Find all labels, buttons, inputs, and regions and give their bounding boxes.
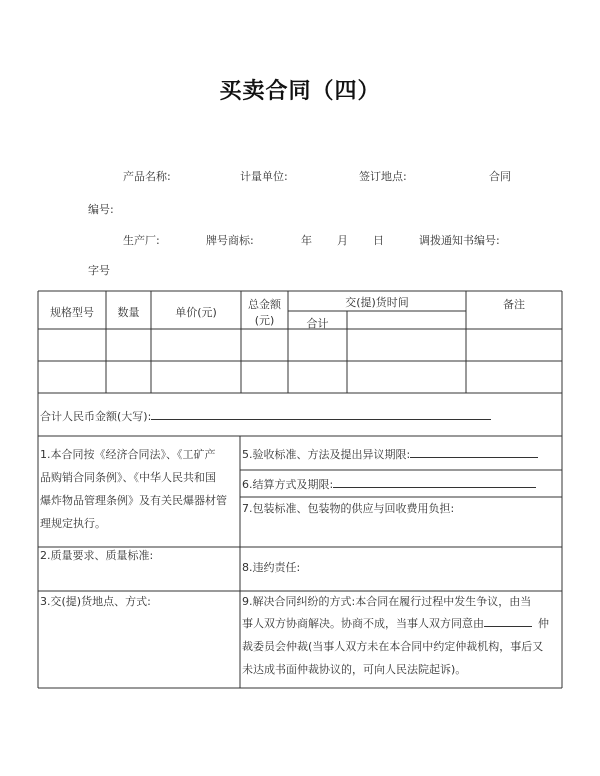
header-quantity: 数量 [117,306,140,319]
sign-place-label: 签订地点: [359,170,407,183]
clause-9-arbitration-blank [484,626,532,627]
brand-label: 牌号商标: [206,234,254,247]
clause-9-line2-text: 事人双方协商解决。协商不成，当事人双方同意由 [242,617,484,630]
header-delivery-time: 交(提)货时间 [345,296,409,309]
month-label: 月 [337,234,348,247]
contract-label: 合同 [489,170,511,183]
header-unit-price: 单价(元) [175,306,217,319]
clause-9-line2 [242,618,549,629]
header-total-amount: 总金额 [248,298,281,311]
header-remarks: 备注 [503,298,525,311]
manufacturer-label: 生产厂: [123,234,160,247]
unit-label: 计量单位: [240,170,288,183]
clause-9-line1: 9.解决合同纠纷的方式:本合同在履行过程中发生争议，由当 [242,595,532,608]
clause-1-line2: 品购销合同条例》、《中华人民共和国 [40,471,216,484]
document-title: 买卖合同（四） [219,79,381,104]
transfer-notice-label: 调拨通知书编号: [419,234,500,247]
total-rmb-blank [151,419,491,420]
product-name-label: 产品名称: [123,170,171,183]
total-rmb-label: 合计人民币金额(大写): [40,410,152,423]
clause-9-line4: 未达成书面仲裁协议的，可向人民法院起诉)。 [242,663,467,676]
clause-5-label: 5.验收标准、方法及提出异议期限: [242,448,411,461]
clause-6-blank [333,487,536,488]
clause-1-line3: 爆炸物品管理条例》及有关民爆器材管 [40,494,227,507]
clause-8: 8.违约责任: [242,561,301,574]
clause-1-line1: 1.本合同按《经济合同法》、《工矿产 [40,448,216,461]
day-label: 日 [373,234,384,247]
clause-3: 3.交(提)货地点、方式: [40,595,151,608]
total-rmb-amount [40,408,491,424]
clause-1-line4: 理规定执行。 [40,517,106,530]
header-total-amount-unit: (元) [254,314,275,327]
clause-9-line2-end: 仲 [538,617,549,630]
clause-6-label: 6.结算方式及期限: [242,478,334,491]
clause-7: 7.包装标准、包装物的供应与回收费用负担: [242,502,455,515]
clause-5 [242,449,538,460]
number-label: 编号: [88,203,114,216]
year-label: 年 [301,234,312,247]
clause-5-blank [410,457,538,458]
word-number-label: 字号 [88,264,110,277]
header-total: 合计 [306,317,329,330]
clause-2: 2.质量要求、质量标准: [40,549,154,562]
clause-9-line3: 裁委员会仲裁(当事人双方未在本合同中约定仲裁机构，事后又 [242,640,544,653]
clause-6 [242,479,536,490]
header-spec: 规格型号 [50,306,94,319]
